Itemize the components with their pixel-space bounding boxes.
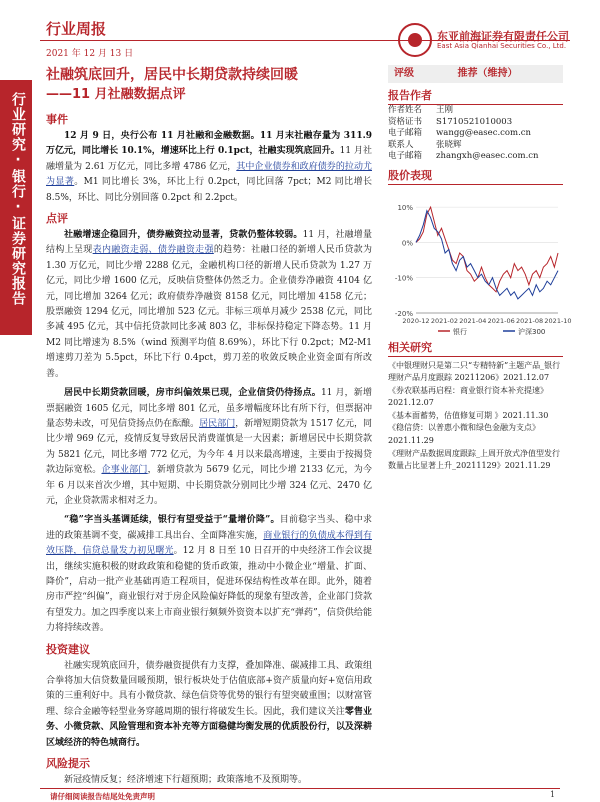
advice-paragraph: 社融实现筑底回升，债券融资提供有力支撑，叠加降准、碳减排工具、政策组合拳将加大信贷数量回暖预期，银行板块处于估值底部+资产质量向好+宽信用政策的三重利好中。具有小微贷款、绿色信贷等优势的银行有望突破重围；以财富管理、综合金融等轻型业务穿越周期的银行将破发生长。因此，我们建议关注零售业务、小微贷款、风险管理和资本补充等方面稳健均衡发展的优质股份行，以及深耕区域经济的特色城商行。 [46, 660, 372, 748]
main-column [46, 65, 372, 792]
x-tick-label: 2020-12 [402, 316, 430, 325]
x-tick-label: 2021-08 [516, 316, 544, 325]
related-item[interactable]: 《券农联基再启程：商业银行资本补充提速》2021.12.07 [388, 385, 548, 408]
y-tick-label: -20% [394, 309, 413, 318]
stock-chart [388, 185, 572, 336]
company-name-cn: 东亚前海证券有限责任公司 [437, 30, 569, 43]
rating-label: 评级 [394, 68, 414, 79]
y-tick-label: -10% [394, 274, 413, 283]
legend-label: 银行 [453, 327, 467, 336]
series-line-index [416, 210, 558, 298]
analyst-row [388, 140, 563, 152]
footer-divider [40, 788, 560, 789]
sidebar-band [0, 80, 32, 335]
company-logo-icon [398, 23, 432, 57]
chart-heading: 股价表现 [388, 167, 563, 185]
analyst-key: 电子邮箱 [388, 128, 423, 138]
points-paragraph-1: 社融增速企稳回升，债券融资拉动显著，贷款仍整体较弱。11 月，社融增量结构上呈现表内融资走弱、债券融资走强的趋势：社融口径的新增人民币贷款为 1.30 万亿元，同比少增 2288 亿元，金融机构口径的新增人民币贷款为 1.27 万亿元，同比少增 1600 亿元，反映信贷整体仍然乏力。企业债券净融资 4104 亿元，同比增加 3264 亿元；政府债券净融资 8158 亿元，同比增加 4158 亿元；股票融资 1294 亿元，同比增加 523 亿元。非标三项单月减少 2538 亿元，同比多减 495 亿元，其中信托贷款同比多减 803 亿，非标保持稳定下降态势。11 月 M2 同比增速为 8.5%（wind 预测平均值 8.69%），环比下行 0.2pct；M2-M1 增速剪刀差为 5.5pct，环比下行 0.4pct，剪刀差的收敛反映企业资金面有所改善。 [46, 230, 372, 379]
section-risk-heading: 风险提示 [46, 757, 90, 771]
analyst-list [388, 105, 563, 163]
analyst-value[interactable]: wangg@easec.com.cn [436, 128, 532, 138]
analyst-value[interactable]: zhangxh@easec.com.cn [436, 151, 539, 161]
x-tick-label: 2021-02 [430, 316, 458, 325]
report-date: 2021 年 12 月 13 日 [46, 49, 134, 59]
series-line-bank [416, 207, 558, 292]
y-tick-label: 10% [397, 203, 413, 212]
risk-paragraph: 新冠疫情反复；经济增速下行超预期；政策落地不及预期等。 [64, 775, 308, 786]
sidebar-label: 行业研究·银行·证券研究报告 [10, 92, 26, 306]
x-tick-label: 2021-06 [487, 316, 515, 325]
related-item[interactable]: 《中银理财只是第二只“专精特新”主题产品_银行理财产品月度跟踪 20211206》2021.12.07 [388, 360, 561, 383]
analyst-row [388, 128, 563, 140]
page-number: 1 [550, 790, 556, 799]
rating-value: 推荐（维持） [457, 68, 518, 79]
stock-chart-svg [388, 185, 572, 336]
analyst-row [388, 151, 563, 163]
analyst-value: S1710521010003 [436, 116, 513, 127]
related-heading: 相关研究 [388, 339, 563, 357]
x-tick-label: 2021-04 [459, 316, 487, 325]
analyst-key: 资格证书 [388, 116, 423, 127]
footer-disclaimer: 请仔细阅读报告结尾处免责声明 [50, 792, 155, 801]
related-list [388, 360, 563, 473]
section-points-heading: 点评 [46, 212, 68, 226]
analyst-key: 联系人 [388, 139, 414, 150]
right-column [388, 65, 572, 473]
related-item[interactable]: 《理财产品数据周度跟踪_上周开放式净值型发行数量占比显著上升_20211129》2021.11.29 [388, 448, 560, 471]
rating-bar [388, 65, 563, 83]
section-advice-heading: 投资建议 [46, 642, 90, 656]
related-item[interactable]: 《稳信贷：以普惠小微和绿色金融为支点》2021.11.29 [388, 423, 540, 446]
y-tick-label: 0% [401, 238, 413, 247]
points-paragraph-2: 居民中长期贷款回暖，房市纠偏效果已现，企业信贷仍待扬点。11 月，新增票据融资 1605 亿元，同比多增 801 亿元，虽多增幅度环比有所下行，但票据冲量态势未改，可见信贷扬点仍在酝酿。居民部门，新增短期贷款为 1517 亿元，同比少增 969 亿元，疫情反复导致居民消费谨慎是一大因素；新增居民中长期贷款为 5821 亿元，同比多增 772 亿元，为今年 4 月以来最高增速，主要由于按揭贷款边际宽松。企事业部门，新增贷款为 5679 亿元，同比少增 2133 亿元，为今年 6 月以来首次少增，其中短期、中长期贷款分别同比少增 324 亿元、2470 亿元，企业贷款需求相对乏力。 [46, 388, 372, 506]
report-category: 行业周报 [46, 20, 107, 38]
analyst-heading: 报告作者 [388, 87, 563, 105]
section-event-heading: 事件 [46, 113, 68, 126]
legend-label: 沪深300 [518, 327, 546, 336]
analyst-row [388, 105, 563, 117]
company-name-en: East Asia Qianhai Securities Co., Ltd. [437, 42, 567, 50]
analyst-row [388, 117, 563, 129]
x-tick-label: 2021-10 [544, 316, 572, 325]
event-paragraph: 12 月 9 日，央行公布 11 月社融和金融数据。11 月末社融存量为 311.9 万亿元，同比增长 10.1%，增速环比上行 0.1pct，社融实现筑底回升。11 月社融增量为 2.61 万亿元，同比多增 4786 亿元，其中企业债券和政府债券的拉动尤为显著。M1 同比增长 3%，环比上行 0.2pct，同比回落 7pct；M2 同比增长 8.5%，环比、同比分别回落 0.2pct 和 2.2pct。 [46, 131, 372, 203]
report-subtitle: ——11 月社融数据点评 [46, 87, 186, 102]
points-paragraph-3: “稳”字当头基调延续，银行有望受益于“量增价降”。目前稳字当头、稳中求进的政策基调不变，碳减排工具出台、全面降准实施，商业银行的负债成本得到有效压降，信贷总量发力初见曙光。12 月 8 日至 10 日召开的中央经济工作会议提出，继续实施积极的财政政策和稳健的货币政策，推动中小微企业“增量、扩面、降价”，启动一批产业基础再造工程项目，促进环保结构性改革在即。此外，随着房市严控“纠偏”，商业银行对于房企风险偏好降低的现象有望改善，企业部门贷款有望发力。加之四季度以来上市商业银行频频外资资本以扩充“弹药”，信贷供给能力将持续改善。 [46, 515, 372, 634]
analyst-value: 张晓辉 [436, 139, 462, 150]
analyst-key: 电子邮箱 [388, 151, 423, 161]
analyst-key: 作者姓名 [388, 105, 423, 115]
analyst-value: 王刚 [436, 105, 454, 115]
report-title: 社融筑底回升，居民中长期贷款持续回暖 [46, 67, 298, 83]
related-item[interactable]: 《基本面蓄势，估值修复可期 》2021.11.30 [388, 410, 549, 420]
